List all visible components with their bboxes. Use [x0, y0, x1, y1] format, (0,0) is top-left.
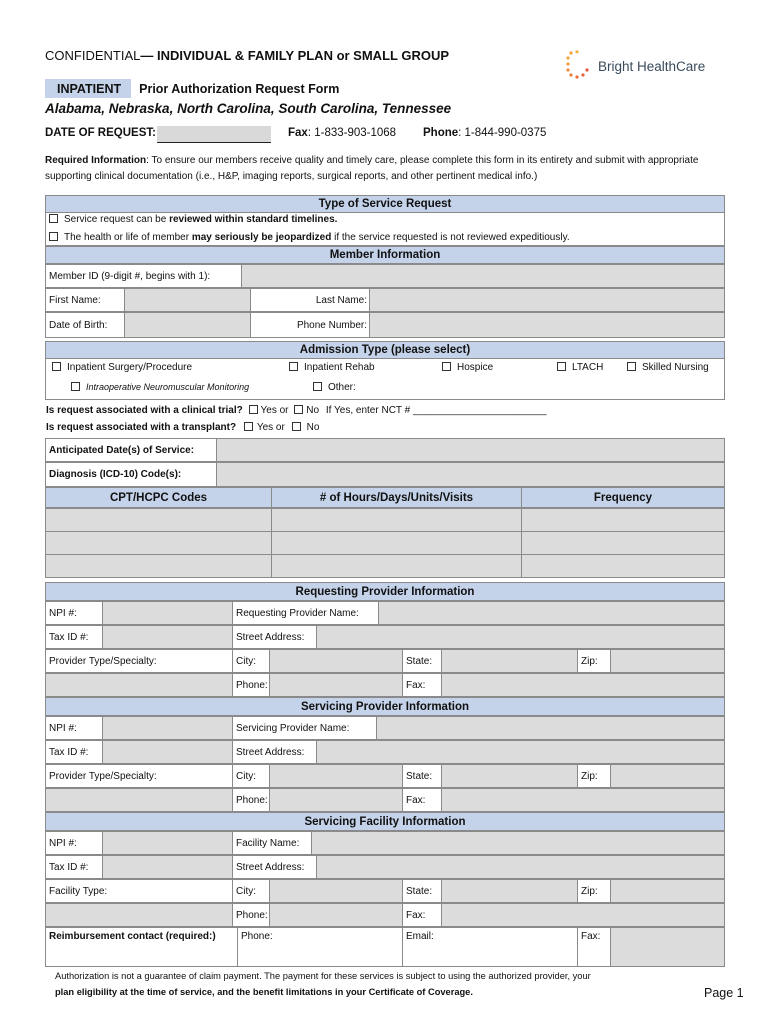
- phone-number: [423, 127, 546, 139]
- servicing-facility-header: Servicing Facility Information: [45, 812, 725, 831]
- expedited-text-pre: The health or life of member: [64, 232, 192, 243]
- cpt-code-input[interactable]: [45, 508, 272, 532]
- surgery-checkbox[interactable]: [52, 362, 61, 371]
- form-title-row: [45, 79, 339, 98]
- req-zip-label: Zip:: [577, 649, 611, 673]
- reimb-fax-label: Fax:: [577, 927, 611, 967]
- cpt-codes-header: CPT/HCPC Codes: [45, 487, 272, 508]
- reimb-phone-field[interactable]: Phone:: [237, 927, 403, 967]
- req-city-label: City:: [232, 649, 270, 673]
- req-fax-input[interactable]: [441, 673, 725, 697]
- svc-name-input[interactable]: [376, 716, 725, 740]
- req-state-input[interactable]: [441, 649, 578, 673]
- phone-label: Phone: [423, 127, 459, 139]
- first-name-input[interactable]: [124, 288, 251, 312]
- member-id-label: Member ID (9-digit #, begins with 1):: [45, 264, 242, 288]
- standard-review-checkbox[interactable]: [49, 214, 58, 223]
- footer-disclaimer: [55, 968, 695, 1000]
- frequency-input[interactable]: [521, 508, 725, 532]
- neuro-checkbox[interactable]: [71, 382, 80, 391]
- surgery-label: Inpatient Surgery/Procedure: [67, 362, 193, 373]
- frequency-header: Frequency: [521, 487, 725, 508]
- fac-npi-label: NPI #:: [45, 831, 103, 855]
- svc-street-input[interactable]: [316, 740, 725, 764]
- service-request-header: Type of Service Request: [45, 195, 725, 213]
- fac-npi-input[interactable]: [102, 831, 233, 855]
- diagnosis-codes-label: Diagnosis (ICD-10) Code(s):: [45, 462, 217, 487]
- req-street-input[interactable]: [316, 625, 725, 649]
- standard-review-text-pre: Service request can be: [64, 214, 170, 225]
- fac-name-input[interactable]: [311, 831, 725, 855]
- fac-state-input[interactable]: [441, 879, 578, 903]
- req-npi-input[interactable]: [102, 601, 233, 625]
- svc-state-label: State:: [402, 764, 442, 788]
- svc-type-input[interactable]: [45, 788, 233, 812]
- svc-npi-input[interactable]: [102, 716, 233, 740]
- trial-no-label: No: [306, 405, 320, 416]
- req-name-input[interactable]: [378, 601, 725, 625]
- member-info-header: Member Information: [45, 246, 725, 264]
- nct-field[interactable]: If Yes, enter NCT # ________________________: [325, 405, 547, 416]
- request-date-row: [45, 126, 745, 144]
- option-inpatient-surgery[interactable]: [52, 362, 192, 373]
- ltach-checkbox[interactable]: [557, 362, 566, 371]
- reimb-fax-input[interactable]: [610, 927, 725, 967]
- phone-number-label: Phone Number:: [250, 312, 370, 338]
- inpatient-tag: INPATIENT: [45, 79, 131, 98]
- svc-fax-label: Fax:: [402, 788, 442, 812]
- required-information: [45, 153, 735, 185]
- req-npi-label: NPI #:: [45, 601, 103, 625]
- req-zip-input[interactable]: [610, 649, 725, 673]
- frequency-input[interactable]: [521, 531, 725, 555]
- option-neuromuscular-monitoring[interactable]: [71, 382, 249, 392]
- fac-fax-input[interactable]: [441, 903, 725, 927]
- units-input[interactable]: [271, 508, 522, 532]
- date-of-request-input[interactable]: [157, 126, 271, 143]
- expedited-text-post: if the service requested is not reviewed expeditiously.: [331, 232, 570, 243]
- other-label: Other:: [328, 382, 356, 393]
- dob-input[interactable]: [124, 312, 251, 338]
- anticipated-dates-input[interactable]: [216, 438, 725, 462]
- fax-value: : 1-833-903-1068: [307, 127, 397, 139]
- clinical-trial-label: Is request associated with a clinical trial?: [46, 405, 243, 416]
- transplant-no-label: No: [306, 422, 320, 433]
- option-hospice[interactable]: [442, 362, 493, 373]
- svc-zip-label: Zip:: [577, 764, 611, 788]
- svc-city-label: City:: [232, 764, 270, 788]
- required-info-label: Required Information: [45, 155, 147, 166]
- expedited-review-checkbox[interactable]: [49, 232, 58, 241]
- plan-label: — INDIVIDUAL & FAMILY PLAN or SMALL GROUP: [140, 48, 449, 63]
- expedited-text-bold: may seriously be jeopardized: [191, 232, 332, 243]
- svc-npi-label: NPI #:: [45, 716, 103, 740]
- req-city-input[interactable]: [269, 649, 403, 673]
- transplant-label: Is request associated with a transplant?: [46, 422, 237, 433]
- other-checkbox[interactable]: [313, 382, 322, 391]
- hospice-label: Hospice: [457, 362, 494, 373]
- fac-type-input[interactable]: [45, 903, 233, 927]
- required-info-text: : To ensure our members receive quality and timely care, please complete this form in its entirety and submit with appropriate supporting clinical documentation (i.e., H&P, imaging reports, surgical reports, and other pertinent medical info.): [45, 155, 699, 182]
- fac-city-label: City:: [232, 879, 270, 903]
- option-skilled-nursing[interactable]: [627, 362, 709, 373]
- req-phone-input[interactable]: [269, 673, 403, 697]
- fac-state-label: State:: [402, 879, 442, 903]
- transplant-no-checkbox[interactable]: [292, 422, 301, 431]
- member-id-input[interactable]: [241, 264, 725, 288]
- svc-type-label: Provider Type/Specialty:: [45, 764, 233, 788]
- req-tax-id-label: Tax ID #:: [45, 625, 103, 649]
- option-other[interactable]: [313, 382, 356, 393]
- transplant-question: [46, 422, 319, 433]
- standard-review-option[interactable]: [49, 214, 337, 225]
- states-list: Alabama, Nebraska, North Carolina, South Carolina, Tennessee: [45, 101, 452, 116]
- req-type-label: Provider Type/Specialty:: [45, 649, 233, 673]
- fac-tax-id-label: Tax ID #:: [45, 855, 103, 879]
- phone-number-input[interactable]: [369, 312, 725, 338]
- first-name-label: First Name:: [45, 288, 125, 312]
- fax-label: Fax: [288, 127, 308, 139]
- req-phone-label: Phone:: [232, 673, 270, 697]
- svc-fax-input[interactable]: [441, 788, 725, 812]
- confidential-heading: [45, 48, 449, 63]
- option-ltach[interactable]: [557, 362, 603, 373]
- confidential-label: CONFIDENTIAL: [45, 48, 141, 63]
- phone-value: : 1-844-990-0375: [458, 127, 547, 139]
- expedited-review-option[interactable]: [49, 232, 570, 243]
- svc-name-label: Servicing Provider Name:: [232, 716, 377, 740]
- neuro-label: Intraoperative Neuromuscular Monitoring: [86, 382, 250, 392]
- admission-type-header: Admission Type (please select): [45, 341, 725, 359]
- fac-zip-label: Zip:: [577, 879, 611, 903]
- units-input[interactable]: [271, 531, 522, 555]
- fac-phone-label: Phone:: [232, 903, 270, 927]
- fax-number: [288, 127, 396, 139]
- transplant-yes-checkbox[interactable]: [244, 422, 253, 431]
- reimb-email-field[interactable]: Email:: [402, 927, 578, 967]
- fac-fax-label: Fax:: [402, 903, 442, 927]
- svc-tax-id-input[interactable]: [102, 740, 233, 764]
- fac-phone-input[interactable]: [269, 903, 403, 927]
- footer-line-2: plan eligibility at the time of service, and the benefit limitations in your Certificate of Coverage.: [55, 987, 473, 997]
- fac-zip-input[interactable]: [610, 879, 725, 903]
- date-of-request-label: DATE OF REQUEST:: [45, 127, 156, 139]
- units-header: # of Hours/Days/Units/Visits: [271, 487, 522, 508]
- trial-yes-label: Yes or: [260, 405, 289, 416]
- anticipated-dates-label: Anticipated Date(s) of Service:: [45, 438, 217, 462]
- hospice-checkbox[interactable]: [442, 362, 451, 371]
- fac-street-input[interactable]: [316, 855, 725, 879]
- skilled-nursing-label: Skilled Nursing: [642, 362, 709, 373]
- req-street-label: Street Address:: [232, 625, 317, 649]
- skilled-nursing-checkbox[interactable]: [627, 362, 636, 371]
- svc-phone-label: Phone:: [232, 788, 270, 812]
- transplant-yes-label: Yes or: [256, 422, 285, 433]
- ltach-label: LTACH: [572, 362, 604, 373]
- trial-no-checkbox[interactable]: [294, 405, 303, 414]
- svc-state-input[interactable]: [441, 764, 578, 788]
- fac-city-input[interactable]: [269, 879, 403, 903]
- bright-healthcare-logo: [566, 50, 726, 82]
- svc-zip-input[interactable]: [610, 764, 725, 788]
- req-fax-label: Fax:: [402, 673, 442, 697]
- requesting-provider-header: Requesting Provider Information: [45, 582, 725, 601]
- units-input[interactable]: [271, 554, 522, 578]
- svc-street-label: Street Address:: [232, 740, 317, 764]
- svc-phone-input[interactable]: [269, 788, 403, 812]
- option-inpatient-rehab[interactable]: [289, 362, 375, 373]
- frequency-input[interactable]: [521, 554, 725, 578]
- cpt-code-input[interactable]: [45, 531, 272, 555]
- fac-tax-id-input[interactable]: [102, 855, 233, 879]
- bright-healthcare-logo-icon: [566, 50, 592, 80]
- form-title: Prior Authorization Request Form: [139, 81, 340, 96]
- last-name-label: Last Name:: [250, 288, 370, 312]
- svc-tax-id-label: Tax ID #:: [45, 740, 103, 764]
- req-tax-id-input[interactable]: [102, 625, 233, 649]
- servicing-provider-header: Servicing Provider Information: [45, 697, 725, 716]
- dob-label: Date of Birth:: [45, 312, 125, 338]
- reimbursement-contact-label: Reimbursement contact (required:): [45, 927, 238, 967]
- page-number: Page 1: [704, 986, 744, 1000]
- last-name-input[interactable]: [369, 288, 725, 312]
- clinical-trial-question: [46, 405, 546, 416]
- fac-street-label: Street Address:: [232, 855, 317, 879]
- rehab-label: Inpatient Rehab: [304, 362, 375, 373]
- req-state-label: State:: [402, 649, 442, 673]
- fac-type-label: Facility Type:: [45, 879, 233, 903]
- logo-text: Bright HealthCare: [598, 59, 706, 74]
- trial-yes-checkbox[interactable]: [249, 405, 258, 414]
- cpt-code-input[interactable]: [45, 554, 272, 578]
- diagnosis-codes-input[interactable]: [216, 462, 725, 487]
- rehab-checkbox[interactable]: [289, 362, 298, 371]
- standard-review-text-bold: reviewed within standard timelines.: [169, 214, 338, 225]
- req-type-input[interactable]: [45, 673, 233, 697]
- footer-line-1: Authorization is not a guarantee of claim payment. The payment for these services is subject to using the authorized provider, your: [55, 971, 591, 981]
- svc-city-input[interactable]: [269, 764, 403, 788]
- req-name-label: Requesting Provider Name:: [232, 601, 379, 625]
- fac-name-label: Facility Name:: [232, 831, 312, 855]
